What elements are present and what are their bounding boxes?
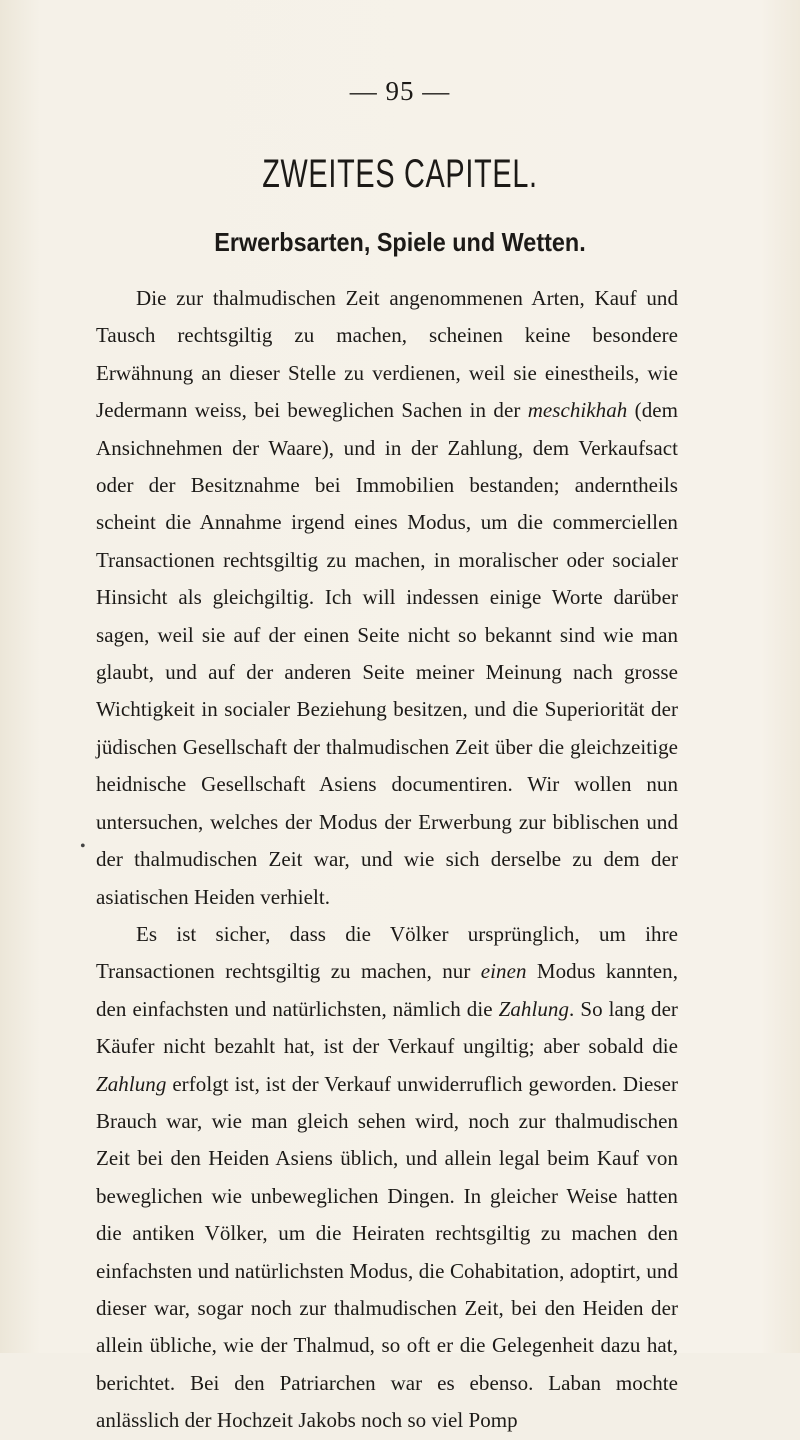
paragraph-2-emphasis-zahlung-2: Zahlung xyxy=(96,1071,167,1096)
paragraph-2-text-2: Modus kannten, den einfachsten und natürlichsten, nämlich die xyxy=(96,959,678,1021)
margin-mark: • xyxy=(80,838,86,855)
paragraph-2 xyxy=(96,916,678,1440)
paragraph-1-term-meschikhah: meschikhah xyxy=(527,398,628,423)
paragraph-1-text-2: (dem Ansichnehmen der Waare), und in der Zahlung, dem Verkaufsact oder der Besitznahme bei Immobilien bestanden; anderntheils scheint die Annahme irgend eines Modus, um die commerciellen Transactionen rechtsgiltig zu machen, in moralischer oder socialer Hinsicht als gleichgiltig. Ich will indessen einige Worte darüber sagen, weil sie auf der einen Seite nicht so bekannt sind wie man glaubt, und auf der anderen Seite meiner Meinung nach grosse Wichtigkeit in socialer Beziehung besitzen, und die Superiorität der jüdischen Gesellschaft der thalmudischen Zeit über die gleichzeitige heidnische Gesellschaft Asiens documentiren. Wir wollen nun untersuchen, welches der Modus der Erwerbung zur biblischen und der thalmudischen Zeit war, und wie sich derselbe zu dem der asiatischen Heiden verhielt. xyxy=(96,398,678,909)
paragraph-2-text-1: Es ist sicher, dass die Völker ursprünglich, um ihre Transactionen rechtsgiltig zu machen, nur xyxy=(96,921,678,984)
paragraph-1-text-1: Die zur thalmudischen Zeit angenommenen Arten, Kauf und Tausch rechtsgiltig zu machen, scheinen keine besondere Erwähnung an dieser Stelle zu verdienen, weil sie einestheils, wie Jedermann weiss, bei beweglichen Sachen in der xyxy=(96,286,678,423)
paragraph-2-emphasis-zahlung-1: Zahlung xyxy=(498,996,570,1021)
chapter-subtitle: Erwerbsarten, Spiele und Wetten. xyxy=(214,227,586,257)
paragraph-1 xyxy=(96,280,678,916)
paragraph-2-text-3: . So lang der Käufer nicht bezahlt hat, ist der Verkauf ungiltig; aber sobald die xyxy=(96,996,678,1059)
page-number: — 95 — xyxy=(349,76,451,106)
paragraph-2-emphasis-einen: einen xyxy=(480,959,527,984)
body-text xyxy=(96,280,678,1440)
paragraph-2-text-4: erfolgt ist, ist der Verkauf unwiderruflich geworden. Dieser Brauch war, wie man gleich sehen wird, noch zur thalmudischen Zeit bei den Heiden Asiens üblich, und allein legal beim Kauf von beweglichen wie unbeweglichen Dingen. In gleicher Weise hatten die antiken Völker, um die Heiraten rechtsgiltig zu machen den einfachsten und natürlichsten Modus, die Cohabitation, adoptirt, und dieser war, sogar noch zur thalmudischen Zeit, bei den Heiden der allein übliche, wie der Thalmud, so oft er die Gelegenheit dazu hat, berichtet. Bei den Patriarchen war es ebenso. Laban mochte anlässlich der Hochzeit Jakobs noch so viel Pomp xyxy=(96,1071,678,1433)
chapter-title: ZWEITES CAPITEL. xyxy=(262,152,538,196)
